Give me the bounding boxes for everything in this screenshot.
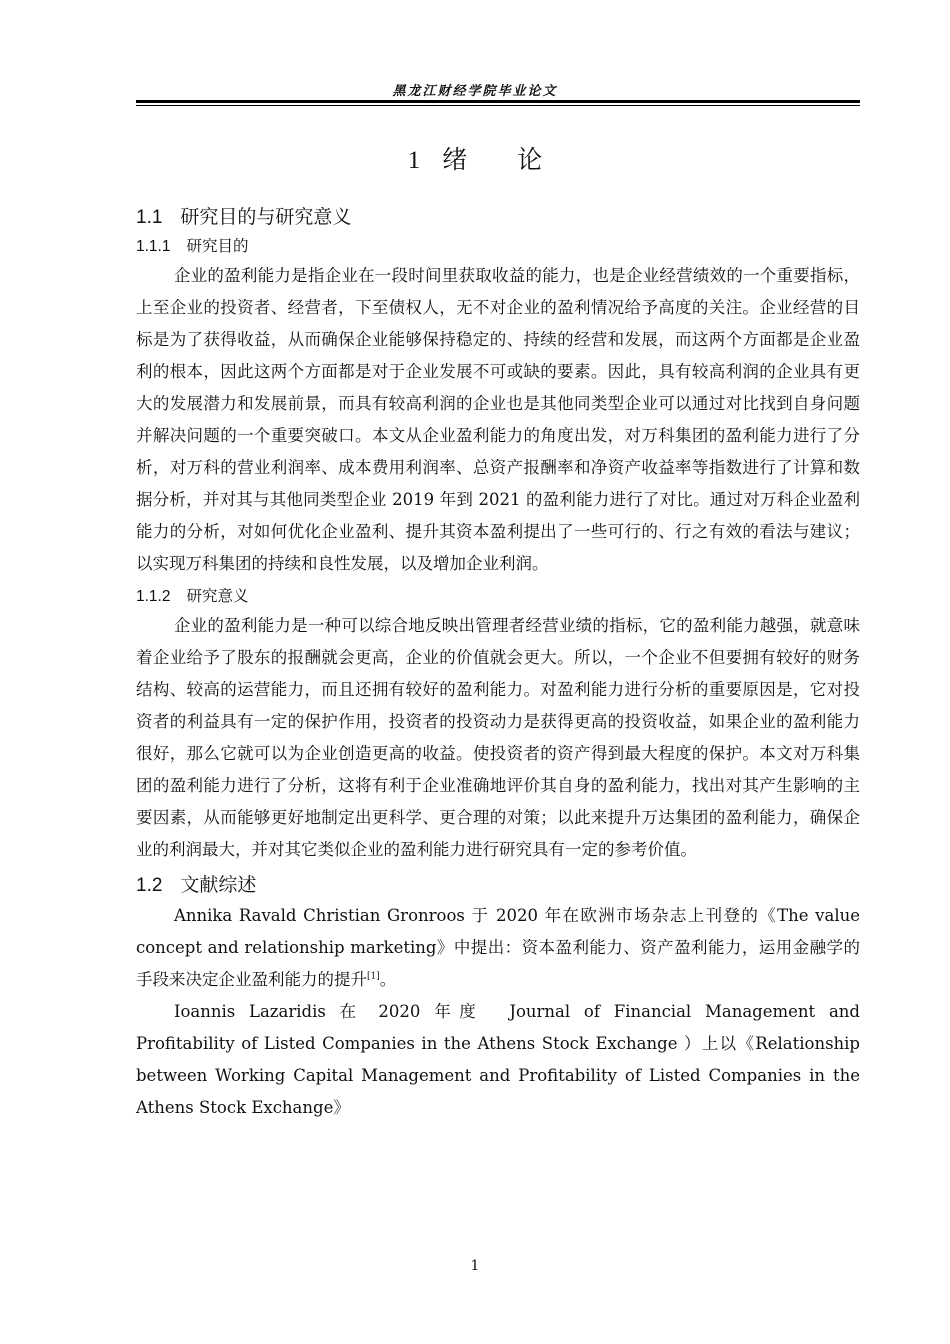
paragraph-literature-1: [136, 900, 860, 996]
literature-1-text: Annika Ravald Christian Gronroos 于 2020 年在欧洲市场杂志上刊登的《The value concept and relationship marketing》中提出：资本盈利能力、资产盈利能力，运用金融学的手段来决定企业盈利能力的提升: [136, 906, 860, 989]
section-number: 1.1: [136, 207, 163, 228]
subsection-heading-1-1-2: [136, 582, 860, 610]
citation-mark: [1]: [367, 971, 380, 982]
subsection-heading-1-1-1: [136, 232, 860, 260]
header-rule-thick: [136, 100, 860, 103]
subsection-title: 研究目的: [186, 237, 249, 255]
section-heading-1-2: [136, 870, 860, 900]
paragraph-research-purpose: 企业的盈利能力是指企业在一段时间里获取收益的能力，也是企业经营绩效的一个重要指标，上至企业的投资者、经营者，下至债权人，无不对企业的盈利情况给予高度的关注。企业经营的目标是为了获得收益，从而确保企业能够保持稳定的、持续的经营和发展，而这两个方面都是企业盈利的根本，因此这两个方面都是对于企业发展不可或缺的要素。因此，具有较高利润的企业具有更大的发展潜力和发展前景，而具有较高利润的企业也是其他同类型企业可以通过对比找到自身问题并解决问题的一个重要突破口。本文从企业盈利能力的角度出发，对万科集团的盈利能力进行了分析，对万科的营业利润率、成本费用利润率、总资产报酬率和净资产收益率等指数进行了计算和数据分析，并对其与其他同类型企业 2019 年到 2021 的盈利能力进行了对比。通过对万科企业盈利能力的分析，对如何优化企业盈利、提升其资本盈利提出了一些可行的、行之有效的看法与建议；以实现万科集团的持续和良性发展，以及增加企业利润。: [136, 266, 860, 573]
subsection-number: 1.1.1: [136, 238, 171, 255]
section-number: 1.2: [136, 875, 163, 896]
paragraph-research-significance: 企业的盈利能力是一种可以综合地反映出管理者经营业绩的指标，它的盈利能力越强，就意味着企业给予了股东的报酬就会更高，企业的价值就会更大。所以，一个企业不但要拥有较好的财务结构、较高的运营能力，而且还拥有较好的盈利能力。对盈利能力进行分析的重要原因是，它对投资者的利益具有一定的保护作用，投资者的投资动力是获得更高的投资收益，如果企业的盈利能力很好，那么它就可以为企业创造更高的收益。使投资者的资产得到最大程度的保护。本文对万科集团的盈利能力进行了分析，这将有利于企业准确地评价其自身的盈利能力，找出对其产生影响的主要因素，从而能够更好地制定出更科学、更合理的对策；以此来提升万达集团的盈利能力，确保企业的利润最大，并对其它类似企业的盈利能力进行研究具有一定的参考价值。: [136, 616, 860, 859]
page-number: 1: [470, 1258, 480, 1274]
chapter-number: 1: [407, 147, 421, 174]
literature-1-end: 。: [379, 970, 397, 989]
page-header-title: 黑龙江财经学院毕业论文: [392, 84, 558, 99]
main-content: [136, 200, 860, 1124]
section-title: 文献综述: [180, 874, 257, 896]
chapter-title: [0, 140, 950, 176]
chapter-title-text: 绪 论: [442, 145, 543, 174]
subsection-title: 研究意义: [186, 587, 249, 605]
section-title: 研究目的与研究意义: [180, 206, 352, 228]
paragraph-literature-2: Ioannis Lazaridis 在 2020 年度 Journal of Financial Management and Profitability of Listed Companies in the Athens Stock Exchange ）上以《Relationship between Working Capital Management and Profitability of Listed Companies in the Athens Stock Exchange》: [136, 1002, 860, 1117]
subsection-number: 1.1.2: [136, 588, 171, 605]
section-heading-1-1: [136, 202, 860, 232]
header-rule-thin: [136, 105, 860, 106]
